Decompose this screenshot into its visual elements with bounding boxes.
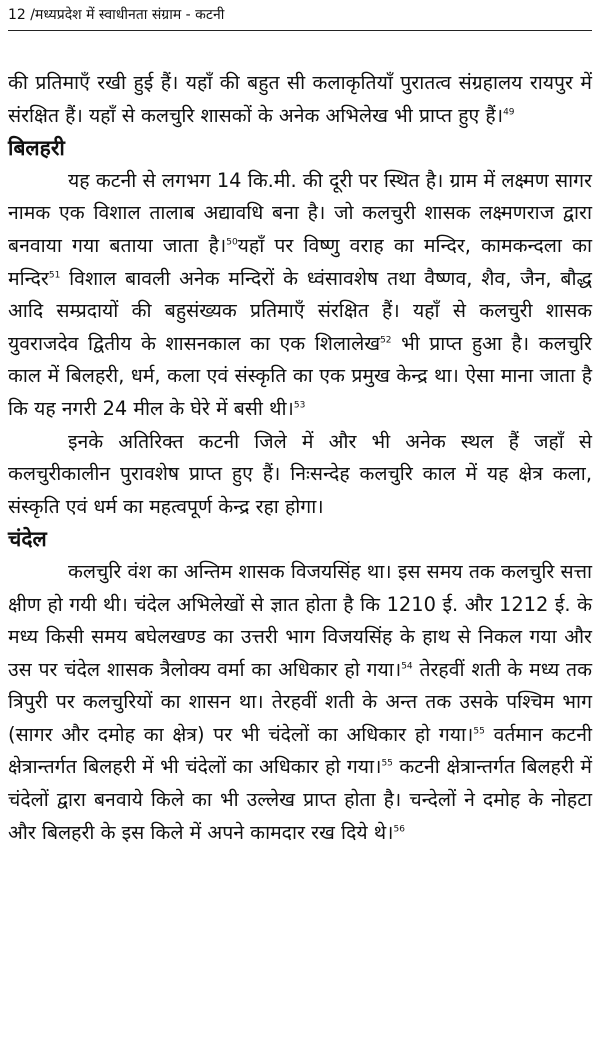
footnote-ref: 55 <box>381 759 393 769</box>
paragraph-text: भी प्राप्त हुआ है। कलचुरि काल में बिलहरी, धर्म, कला एवं संस्कृति का एक प्रमुख केन्द्र था। ऐसा माना जाता है कि यह नगरी 24 मील के घेरे में बसी थी। <box>8 331 592 420</box>
footnote-ref: 53 <box>293 400 306 411</box>
paragraph-text: की प्रतिमाएँ रखी हुई हैं। यहाँ की बहुत सी कलाकृतियाँ पुरातत्व संग्रहालय रायपुर में संरक्षित हैं। यहाँ से कलचुरि शासकों के अनेक अभिलेख भी प्राप्त हुए हैं। <box>8 71 592 127</box>
paragraph-continued <box>8 67 592 132</box>
paragraph-text: वर्तमान कटनी क्षेत्रान्तर्गत बिलहरी में भी चंदेलों का अधिकार हो गया। <box>8 722 592 779</box>
footnote-ref: 56 <box>393 824 405 835</box>
paragraph-text: तेरहवीं शती के मध्य तक त्रिपुरी पर कलचुरियों का शासन था। तेरहवीं शती के अन्त तक उसके पश्चिम भाग (सागर और दमोह का क्षेत्र) पर भी चंदेलों का अधिकार हो गया। <box>8 657 592 746</box>
footnote-ref: 52 <box>380 335 392 346</box>
paragraph-text: यहाँ पर विष्णु वराह का मन्दिर, कामकन्दला का मन्दिर <box>8 233 592 290</box>
paragraph-text: कटनी क्षेत्रान्तर्गत बिलहरी में चंदेलों द्वारा बनवाये किले का भी उल्लेख प्राप्त होता है। चन्देलों ने दमोह के नोहटा और बिलहरी के इस किले में अपने कामदार रख दिये थे। <box>8 755 593 844</box>
section-heading-bilhari: बिलहरी <box>8 136 65 161</box>
footnote-ref: 54 <box>401 661 413 672</box>
paragraph-text: यह कटनी से लगभग 14 कि.मी. की दूरी पर स्थित है। ग्राम में लक्ष्मण सागर नामक एक विशाल तालाब अद्यावधि बना है। जो कलचुरी शासक लक्ष्मणराज द्वारा बनवाया गया बताया जाता है। <box>8 168 592 257</box>
paragraph-bilhari-2: इनके अतिरिक्त कटनी जिले में और भी अनेक स्थल हैं जहाँ से कलचुरीकालीन पुरावशेष प्राप्त हुए हैं। निःसन्देह कलचुरि काल में यह क्षेत्र कला, संस्कृति एवं धर्म का महत्वपूर्ण केन्द्र रहा होगा। <box>8 429 592 518</box>
section-heading-chandel: चंदेल <box>8 527 47 552</box>
footnote-ref: 49 <box>503 107 515 118</box>
footnote-ref: 50 <box>226 237 238 248</box>
paragraph-text: कलचुरि वंश का अन्तिम शासक विजयसिंह था। इस समय तक कलचुरि सत्ता क्षीण हो गयी थी। चंदेल अभिलेखों से ज्ञात होता है कि 1210 ई. और 1212 ई. के मध्य किसी समय बघेलखण्ड का उत्तरी भाग विजयसिंह के हाथ से निकल गया और उस पर चंदेल शासक त्रैलोक्य वर्मा का अधिकार हो गया। <box>8 559 592 681</box>
footnote-ref: 55 <box>473 726 485 737</box>
paragraph-bilhari-1 <box>8 165 592 426</box>
paragraph-text: विशाल बावली अनेक मन्दिरों के ध्वंसावशेष तथा वैष्णव, शैव, जैन, बौद्ध आदि सम्प्रदायों की बहुसंख्यक प्रतिमाएँ संरक्षित हैं। यहाँ से कलचुरी शासक युवराजदेव द्वितीय के शासनकाल का एक शिलालेख <box>8 266 592 355</box>
footnote-ref: 51 <box>48 270 61 281</box>
page-body <box>8 31 592 849</box>
paragraph-chandel-1 <box>8 556 592 849</box>
running-header: 12 /मध्यप्रदेश में स्वाधीनता संग्राम - कटनी <box>8 0 592 31</box>
